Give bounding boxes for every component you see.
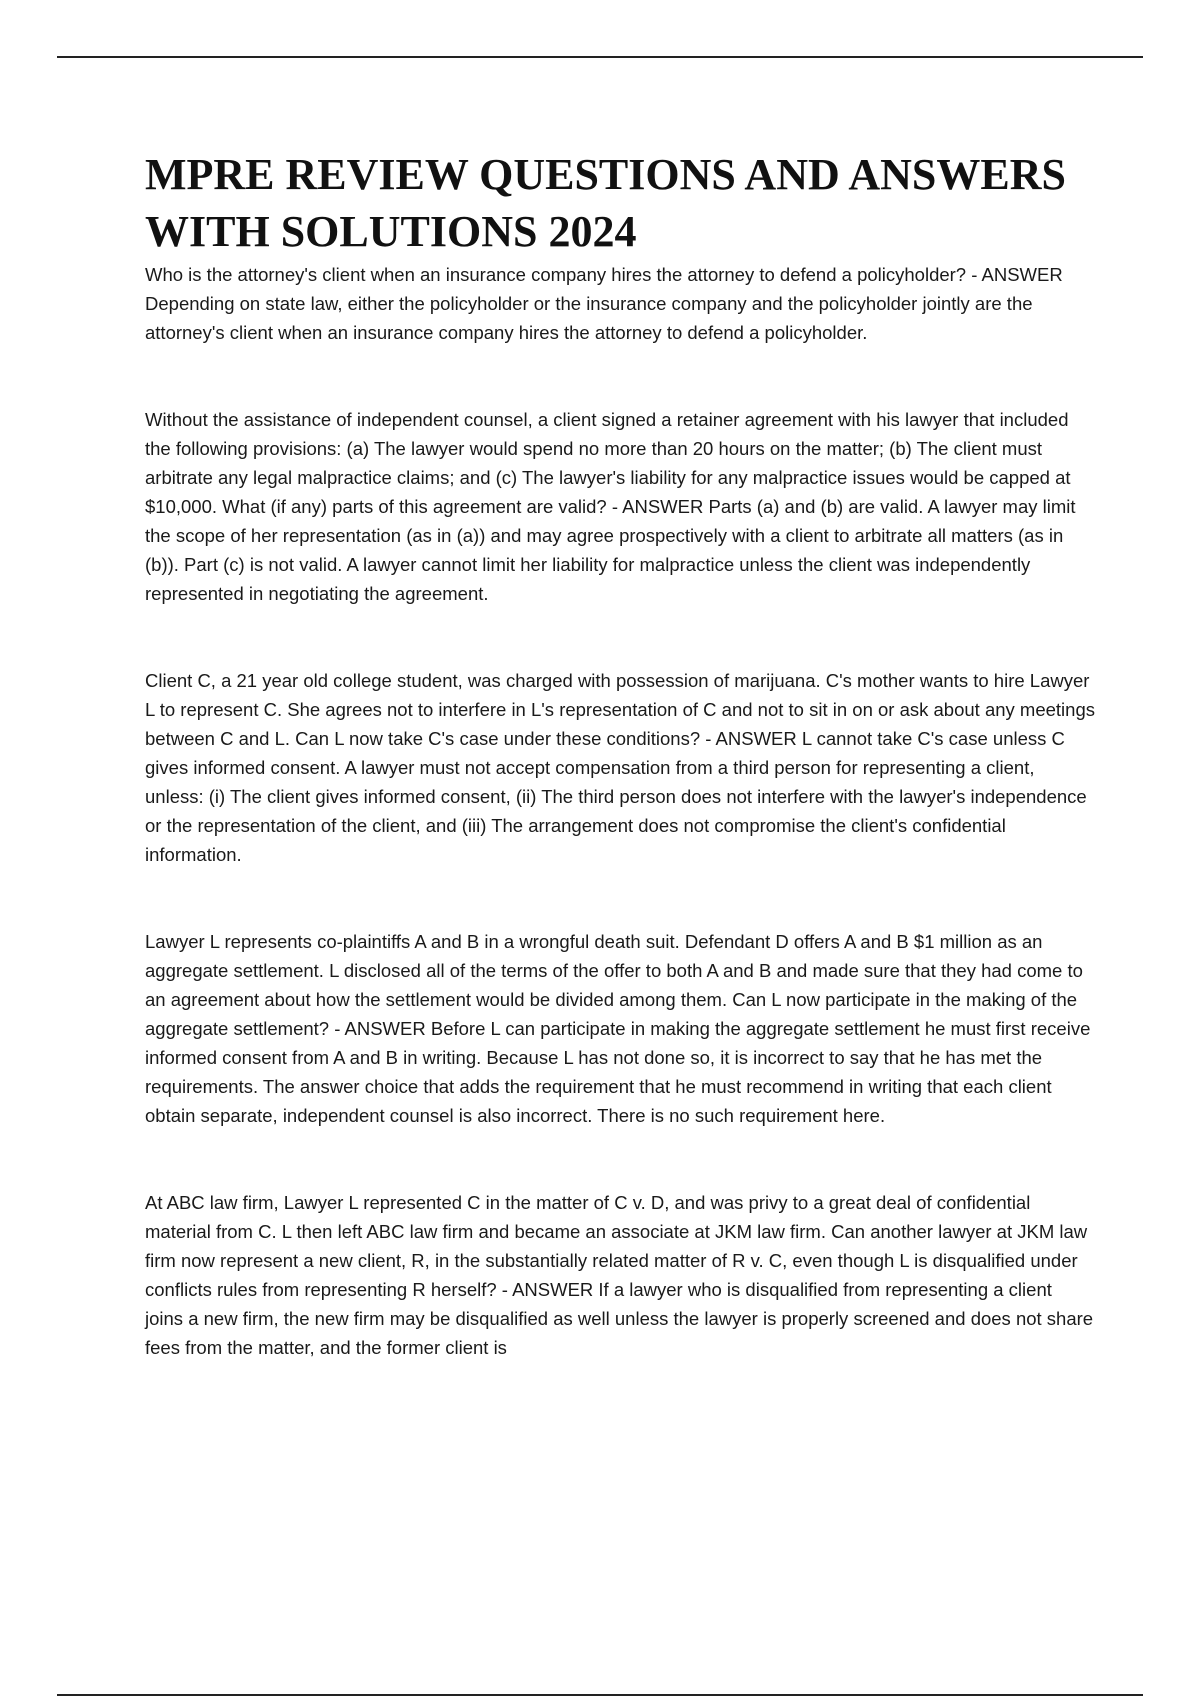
page-title: MPRE REVIEW QUESTIONS AND ANSWERS WITH SOLUTIONS 2024: [145, 150, 1066, 256]
qa-entry: Lawyer L represents co-plaintiffs A and B in a wrongful death suit. Defendant D offers A and B $1 million as an aggregate settlement. L disclosed all of the terms of the offer to both A and B and made sure that they had come to an agreement about how the settlement would be divided among them. Can L now participate in the making of the aggregate settlement? - ANSWER Before L can participate in making the aggregate settlement he must first receive informed consent from A and B in writing. Because L has not done so, it is incorrect to say that he has met the requirements. The answer choice that adds the requirement that he must recommend in writing that each client obtain separate, independent counsel is also incorrect. There is no such requirement here.: [145, 931, 1091, 1126]
bottom-rule: [57, 1694, 1143, 1696]
qa-entry: Without the assistance of independent counsel, a client signed a retainer agreement with his lawyer that included the following provisions: (a) The lawyer would spend no more than 20 hours on the matter; (b) The client must arbitrate any legal malpractice claims; and (c) The lawyer's liability for any malpractice issues would be capped at $10,000. What (if any) parts of this agreement are valid? - ANSWER Parts (a) and (b) are valid. A lawyer may limit the scope of her representation (as in (a)) and may agree prospectively with a client to arbitrate all matters (as in (b)). Part (c) is not valid. A lawyer cannot limit her liability for malpractice unless the client was independently represented in negotiating the agreement.: [145, 409, 1076, 604]
top-rule: [57, 56, 1143, 58]
qa-entry: At ABC law firm, Lawyer L represented C in the matter of C v. D, and was privy to a great deal of confidential material from C. L then left ABC law firm and became an associate at JKM law firm. Can another lawyer at JKM law firm now represent a new client, R, in the substantially related matter of R v. C, even though L is disqualified under conflicts rules from representing R herself? - ANSWER If a lawyer who is disqualified from representing a client joins a new firm, the new firm may be disqualified as well unless the lawyer is properly screened and does not share fees from the matter, and the former client is: [145, 1192, 1094, 1358]
qa-entry: Client C, a 21 year old college student, was charged with possession of marijuana. C's mother wants to hire Lawyer L to represent C. She agrees not to interfere in L's representation of C and not to sit in on or ask about any meetings between C and L. Can L now take C's case under these conditions? - ANSWER L cannot take C's case unless C gives informed consent. A lawyer must not accept compensation from a third person for representing a client, unless: (i) The client gives informed consent, (ii) The third person does not interfere with the lawyer's independence or the representation of the client, and (iii) The arrangement does not compromise the client's confidential information.: [145, 670, 1095, 865]
qa-entry: Who is the attorney's client when an insurance company hires the attorney to defend a policyholder? - ANSWER Depending on state law, either the policyholder or the insurance company and the policyholder jointly are the attorney's client when an insurance company hires the attorney to defend a policyholder.: [145, 264, 1063, 343]
document-body: [145, 146, 1095, 1362]
